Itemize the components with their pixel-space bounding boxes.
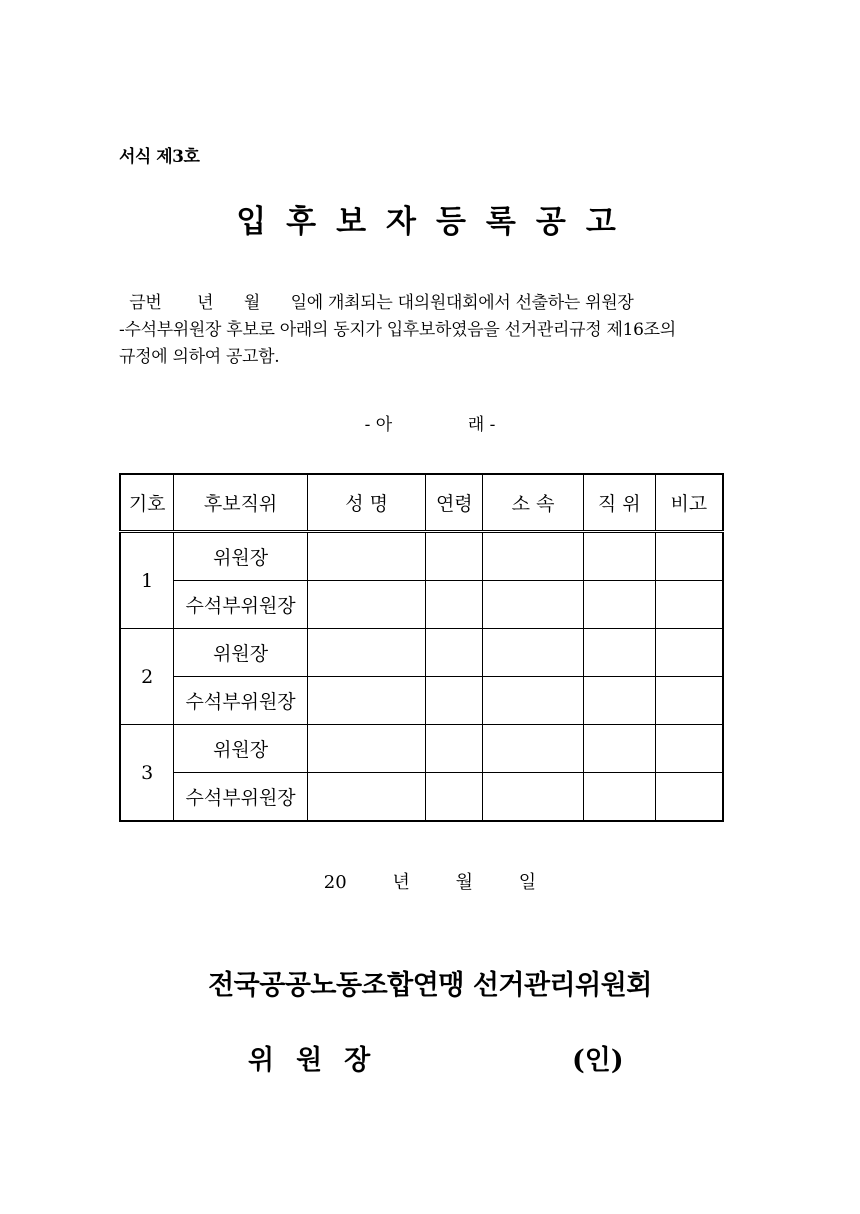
date-line: 20 년 월 일: [323, 872, 537, 893]
affiliation-cell[interactable]: [483, 773, 584, 822]
table-row: [120, 581, 723, 629]
header-age: 연령: [426, 474, 483, 532]
candidate-number: 2: [120, 629, 174, 725]
candidate-number: 1: [120, 532, 174, 629]
name-cell[interactable]: [307, 629, 426, 677]
title-cell[interactable]: [583, 581, 655, 629]
age-cell[interactable]: [426, 773, 483, 822]
title-cell[interactable]: [583, 725, 655, 773]
remarks-cell[interactable]: [655, 677, 723, 725]
remarks-cell[interactable]: [655, 581, 723, 629]
candidate-position: 위원장: [174, 629, 308, 677]
age-cell[interactable]: [426, 677, 483, 725]
affiliation-cell[interactable]: [483, 629, 584, 677]
candidate-table: [119, 473, 724, 822]
candidate-position: 위원장: [174, 532, 308, 581]
header-affiliation: 소 속: [483, 474, 584, 532]
organization-name: 전국공공노동조합연맹 선거관리위원회: [208, 970, 652, 1001]
candidate-position: 수석부위원장: [174, 773, 308, 822]
affiliation-cell[interactable]: [483, 532, 584, 581]
body-line: 금번 년 월 일에 개최되는 대의원대회에서 선출하는 위원장: [119, 293, 634, 313]
announcement-body: [119, 290, 744, 371]
name-cell[interactable]: [307, 725, 426, 773]
remarks-cell[interactable]: [655, 773, 723, 822]
age-cell[interactable]: [426, 581, 483, 629]
candidate-number: 3: [120, 725, 174, 822]
age-cell[interactable]: [426, 629, 483, 677]
title-cell[interactable]: [583, 532, 655, 581]
body-line: 규정에 의하여 공고함.: [119, 347, 280, 367]
candidate-position: 수석부위원장: [174, 581, 308, 629]
header-position: 후보직위: [174, 474, 308, 532]
name-cell[interactable]: [307, 773, 426, 822]
table-row: [120, 532, 723, 581]
title-cell[interactable]: [583, 677, 655, 725]
notice-heading: - 아 래 -: [364, 415, 496, 435]
affiliation-cell[interactable]: [483, 725, 584, 773]
table-header-row: [120, 474, 723, 532]
table-row: [120, 725, 723, 773]
age-cell[interactable]: [426, 532, 483, 581]
age-cell[interactable]: [426, 725, 483, 773]
title-cell[interactable]: [583, 629, 655, 677]
affiliation-cell[interactable]: [483, 677, 584, 725]
header-title: 직 위: [583, 474, 655, 532]
chair-title: 위원장: [248, 1045, 393, 1076]
document-title: 입후보자등록공고: [236, 204, 636, 240]
seal-mark: (인): [572, 1045, 624, 1076]
remarks-cell[interactable]: [655, 532, 723, 581]
title-cell[interactable]: [583, 773, 655, 822]
table-row: [120, 773, 723, 822]
name-cell[interactable]: [307, 581, 426, 629]
remarks-cell[interactable]: [655, 629, 723, 677]
header-number: 기호: [120, 474, 174, 532]
candidate-position: 수석부위원장: [174, 677, 308, 725]
body-line: -수석부위원장 후보로 아래의 동지가 입후보하였음을 선거관리규정 제16조의: [119, 320, 676, 340]
header-remarks: 비고: [655, 474, 723, 532]
candidate-position: 위원장: [174, 725, 308, 773]
affiliation-cell[interactable]: [483, 581, 584, 629]
table-row: [120, 629, 723, 677]
remarks-cell[interactable]: [655, 725, 723, 773]
form-number: 서식 제3호: [119, 147, 200, 167]
name-cell[interactable]: [307, 532, 426, 581]
header-name: 성 명: [307, 474, 426, 532]
name-cell[interactable]: [307, 677, 426, 725]
table-row: [120, 677, 723, 725]
